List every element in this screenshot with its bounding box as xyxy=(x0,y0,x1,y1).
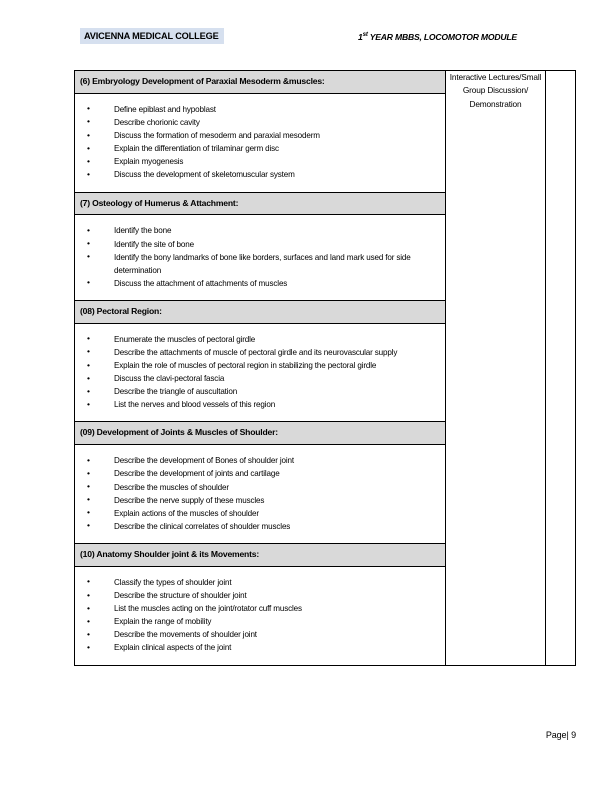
college-name: AVICENNA MEDICAL COLLEGE xyxy=(80,28,224,44)
list-item: • Describe the muscles of shoulder xyxy=(83,481,437,494)
list-item: • Identify the bony landmarks of bone like borders, surfaces and land mark used for side determination xyxy=(83,251,437,277)
objective-list-09 xyxy=(75,445,445,543)
topic-header-08: (08) Pectoral Region: xyxy=(75,301,445,324)
topic-cell-10 xyxy=(75,544,446,666)
list-item: • List the muscles acting on the joint/rotator cuff muscles xyxy=(83,602,437,615)
list-item: • Describe the attachments of muscle of pectoral girdle and its neurovascular supply xyxy=(83,346,437,359)
list-item: • Explain the differentiation of trilaminar germ disc xyxy=(83,142,437,155)
topic-header-10: (10) Anatomy Shoulder joint & its Movements: xyxy=(75,544,445,567)
objective-list-10 xyxy=(75,567,445,665)
teaching-method-cell: Interactive Lectures/Small Group Discussion/ Demonstration xyxy=(446,71,546,666)
list-item: • Describe the clinical correlates of shoulder muscles xyxy=(83,520,437,533)
list-item: • Explain actions of the muscles of shoulder xyxy=(83,507,437,520)
objective-list-7 xyxy=(75,215,445,300)
list-item: • Describe chorionic cavity xyxy=(83,116,437,129)
list-item: • Describe the structure of shoulder joint xyxy=(83,589,437,602)
list-item: • Discuss the formation of mesoderm and paraxial mesoderm xyxy=(83,129,437,142)
topic-cell-09 xyxy=(75,422,446,544)
objective-list-6 xyxy=(75,94,445,192)
topic-cell-6 xyxy=(75,71,446,193)
extra-column-cell xyxy=(546,71,576,666)
topic-header-09: (09) Development of Joints & Muscles of Shoulder: xyxy=(75,422,445,445)
topic-header-6: (6) Embryology Development of Paraxial Mesoderm &muscles: xyxy=(75,71,445,94)
list-item: • Classify the types of shoulder joint xyxy=(83,576,437,589)
list-item: • Discuss the clavi-pectoral fascia xyxy=(83,372,437,385)
list-item: • Explain the role of muscles of pectoral region in stabilizing the pectoral girdle xyxy=(83,359,437,372)
module-title-text: YEAR MBBS, LOCOMOTOR MODULE xyxy=(367,31,517,42)
list-item: • Describe the triangle of auscultation xyxy=(83,385,437,398)
list-item: • Explain the range of mobility xyxy=(83,615,437,628)
module-year-suffix: st xyxy=(362,31,368,38)
list-item: • Identify the site of bone xyxy=(83,238,437,251)
page-header xyxy=(0,28,612,50)
syllabus-table-body xyxy=(75,71,576,666)
module-title xyxy=(358,31,517,42)
list-item: • Discuss the development of skeletomuscular system xyxy=(83,168,437,181)
module-year: 1 xyxy=(358,31,363,42)
objective-list-08 xyxy=(75,324,445,422)
list-item: • Explain clinical aspects of the joint xyxy=(83,641,437,654)
topic-cell-08 xyxy=(75,300,446,422)
list-item: • Define epiblast and hypoblast xyxy=(83,103,437,116)
table-row xyxy=(75,71,576,193)
list-item: • Explain myogenesis xyxy=(83,155,437,168)
page-footer xyxy=(0,730,612,740)
list-item: • Describe the nerve supply of these muscles xyxy=(83,494,437,507)
syllabus-table xyxy=(74,70,576,666)
list-item: • Describe the movements of shoulder joint xyxy=(83,628,437,641)
topic-header-7: (7) Osteology of Humerus & Attachment: xyxy=(75,193,445,216)
list-item: • Describe the development of Bones of shoulder joint xyxy=(83,454,437,467)
list-item: • Enumerate the muscles of pectoral girdle xyxy=(83,333,437,346)
list-item: • Discuss the attachment of attachments of muscles xyxy=(83,277,437,290)
page-number: Page| 9 xyxy=(545,730,576,740)
list-item: • Describe the development of joints and cartilage xyxy=(83,467,437,480)
list-item: • Identify the bone xyxy=(83,224,437,237)
topic-cell-7 xyxy=(75,192,446,300)
list-item: • List the nerves and blood vessels of this region xyxy=(83,398,437,411)
